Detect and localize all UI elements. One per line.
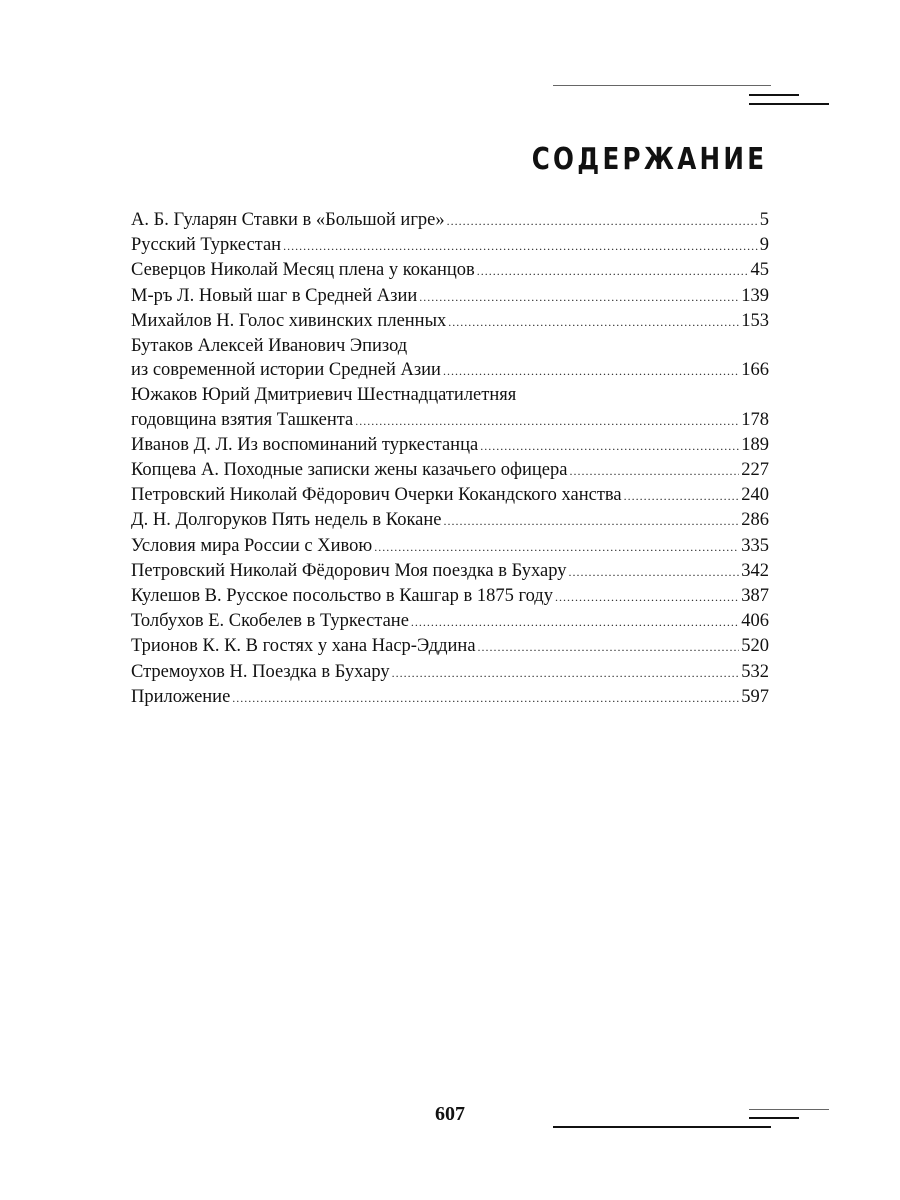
toc-entry	[131, 258, 769, 283]
toc-entry-page: 166	[741, 360, 769, 381]
dot-leader	[568, 560, 739, 584]
toc-entry-page: 342	[741, 560, 769, 581]
toc-entry-title: Русский Туркестан	[131, 235, 282, 256]
toc-entry-title: Петровский Николай Фёдорович Очерки Кокандского ханства	[131, 485, 622, 506]
toc-entry-title: Условия мира России с Хивою	[131, 535, 373, 556]
toc-entry	[131, 634, 769, 659]
toc-entry-page: 532	[741, 661, 769, 682]
dot-leader	[569, 459, 739, 483]
dot-leader	[444, 509, 740, 533]
dot-leader	[478, 635, 740, 659]
toc-entry-title: Бутаков Алексей Иванович Эпизод	[131, 336, 408, 357]
toc-entry	[131, 685, 769, 710]
toc-entry-page: 387	[741, 586, 769, 607]
footer-rule-lower	[553, 1126, 771, 1128]
toc-entry	[131, 334, 769, 383]
dot-leader	[555, 585, 739, 609]
page-number: 607	[435, 1103, 465, 1125]
toc-entry	[131, 383, 769, 432]
toc-entry-page: 189	[741, 434, 769, 455]
toc-entry	[131, 309, 769, 334]
toc-entry-title: Михайлов Н. Голос хивинских пленных	[131, 310, 447, 331]
dot-leader	[480, 434, 739, 458]
toc-entry-title-continued: годовщина взятия Ташкента	[131, 409, 354, 430]
toc-entry-title: Стремоухов Н. Поездка в Бухару	[131, 661, 390, 682]
toc-entry	[131, 508, 769, 533]
toc-entry-title: Южаков Юрий Дмитриевич Шестнадцатилетняя	[131, 385, 517, 406]
dot-leader	[374, 535, 739, 559]
toc-entry	[131, 233, 769, 258]
toc-entry-page: 335	[741, 535, 769, 556]
dot-leader	[392, 661, 740, 685]
toc-entry-title: А. Б. Гуларян Ставки в «Большой игре»	[131, 210, 445, 230]
toc-entry	[131, 534, 769, 559]
toc-entry-page: 227	[741, 460, 769, 481]
header-rule-short	[749, 94, 799, 96]
toc-entry-page: 153	[741, 310, 769, 331]
dot-leader	[443, 359, 739, 383]
dot-leader	[448, 310, 739, 334]
toc-entry	[131, 458, 769, 483]
footer-rule-short	[749, 1117, 799, 1119]
toc-entry-page: 520	[741, 636, 769, 657]
toc-entry-title: Копцева А. Походные записки жены казачьего офицера	[131, 460, 568, 481]
toc-entry-title: Д. Н. Долгоруков Пять недель в Кокане	[131, 510, 442, 531]
toc-entry	[131, 609, 769, 634]
footer-rule-upper	[749, 1109, 829, 1110]
toc-entry	[131, 584, 769, 609]
dot-leader	[419, 285, 739, 309]
dot-leader	[477, 259, 749, 283]
header-rule-upper	[553, 85, 771, 86]
dot-leader	[624, 484, 740, 508]
toc-entry-page: 597	[741, 686, 769, 707]
toc-entry	[131, 433, 769, 458]
toc-entry-title-continued: из современной истории Средней Азии	[131, 360, 441, 381]
toc-entry-title: Северцов Николай Месяц плена у коканцов	[131, 260, 475, 281]
toc-entry-title: Трионов К. К. В гостях у хана Наср-Эддина	[131, 636, 476, 657]
toc-entry-title: М-ръ Л. Новый шаг в Средней Азии	[131, 285, 418, 306]
header-rule-lower	[749, 103, 829, 105]
toc-entry-page: 5	[759, 210, 769, 230]
toc-entry-page: 178	[741, 409, 769, 430]
toc-entry-page: 286	[741, 510, 769, 531]
toc-entry	[131, 660, 769, 685]
toc-entry	[131, 208, 769, 233]
toc-entry-title: Толбухов Е. Скобелев в Туркестане	[131, 611, 409, 632]
dot-leader	[411, 610, 739, 634]
toc-entry	[131, 559, 769, 584]
toc-entry-page: 139	[741, 285, 769, 306]
table-of-contents	[131, 208, 769, 710]
dot-leader	[232, 686, 739, 710]
toc-entry-title: Приложение	[131, 686, 231, 707]
dot-leader	[447, 209, 758, 233]
page-title: СОДЕРЖАНИЕ	[531, 142, 767, 177]
toc-entry	[131, 284, 769, 309]
toc-entry-page: 406	[741, 611, 769, 632]
toc-entry-page: 9	[759, 235, 769, 256]
dot-leader	[283, 234, 758, 258]
toc-entry-page: 240	[741, 485, 769, 506]
dot-leader	[355, 409, 739, 433]
toc-entry-page: 45	[750, 260, 769, 281]
toc-entry-title: Петровский Николай Фёдорович Моя поездка в Бухару	[131, 560, 567, 581]
toc-entry-title: Иванов Д. Л. Из воспоминаний туркестанца	[131, 434, 479, 455]
toc-entry-title: Кулешов В. Русское посольство в Кашгар в 1875 году	[131, 586, 553, 607]
toc-entry	[131, 483, 769, 508]
